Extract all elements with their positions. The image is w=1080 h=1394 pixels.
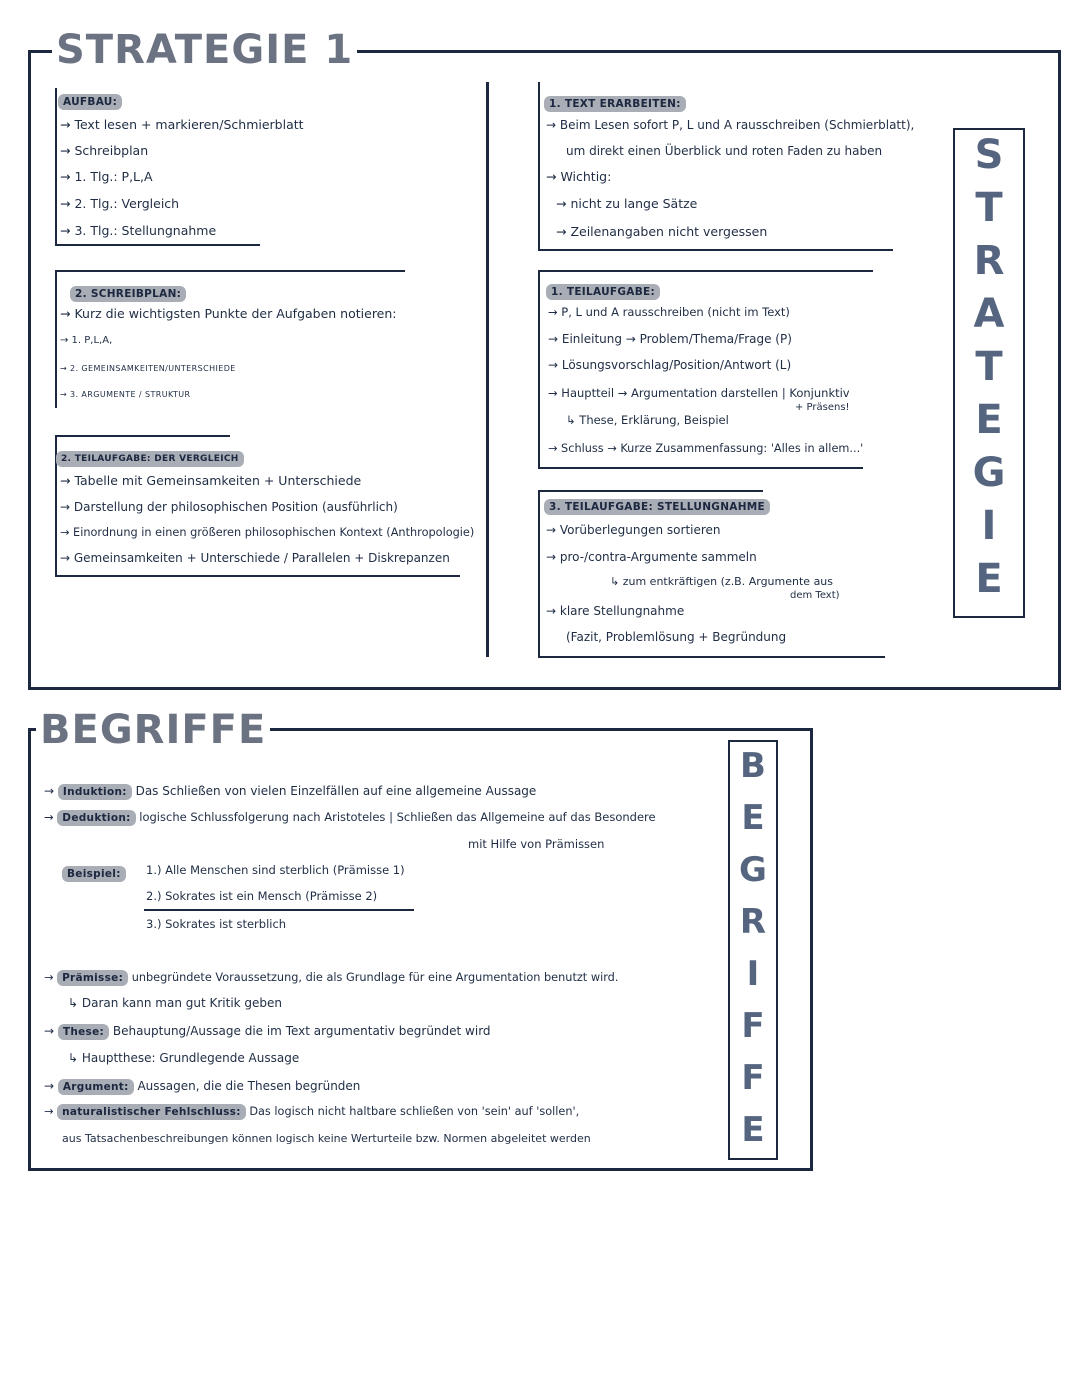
- argument-term: Argument:: [58, 1079, 134, 1095]
- aufbau-line: → 3. Tlg.: Stellungnahme: [60, 223, 217, 238]
- strategie-column-divider: [486, 82, 489, 657]
- beispiel-line: 1.) Alle Menschen sind sterblich (Prämisse 1): [146, 863, 405, 877]
- teil3-line: ↳ zum entkräftigen (z.B. Argumente aus: [610, 575, 834, 588]
- text-erarbeiten-line: → Wichtig:: [546, 169, 612, 184]
- text-erarbeiten-line: um direkt einen Überblick und roten Faden zu haben: [566, 144, 883, 158]
- beispiel-line: 3.) Sokrates ist sterblich: [146, 917, 287, 931]
- fehlschluss-text: Das logisch nicht haltbare schließen von 'sein' auf 'sollen',: [249, 1105, 580, 1118]
- praemisse-term: Prämisse:: [57, 970, 128, 986]
- text-erarbeiten-line: → Zeilenangaben nicht vergessen: [556, 224, 768, 239]
- vertical-letter: T: [975, 344, 1003, 390]
- teil1-bracket-left: [538, 270, 540, 468]
- aufbau-line: → 1. Tlg.: P,L,A: [60, 169, 153, 184]
- teil2-line: → Gemeinsamkeiten + Unterschiede / Parallelen + Diskrepanzen: [60, 551, 450, 565]
- fehlschluss-term: naturalistischer Fehlschluss:: [57, 1104, 246, 1120]
- vertical-letter: E: [975, 556, 1003, 602]
- vertical-letter: R: [973, 238, 1005, 284]
- beispiel-term: Beispiel:: [62, 866, 126, 882]
- vertical-letter: T: [975, 185, 1003, 231]
- teil3-underline: [538, 656, 885, 658]
- text-erarbeiten-line: → Beim Lesen sofort P, L und A rausschreiben (Schmierblatt),: [546, 118, 915, 132]
- teil1-line: → P, L und A rausschreiben (nicht im Text): [548, 305, 790, 319]
- teil3-overline: [538, 490, 763, 492]
- deduktion-text-2: mit Hilfe von Prämissen: [468, 837, 605, 851]
- vertical-letter: E: [741, 798, 765, 838]
- vertical-letter: I: [746, 954, 760, 994]
- teil1-line: → Einleitung → Problem/Thema/Frage (P): [548, 332, 792, 346]
- begriffe-title: BEGRIFFE: [36, 710, 270, 750]
- teil3-line: → Vorüberlegungen sortieren: [546, 523, 721, 537]
- teil1-line: → Lösungsvorschlag/Position/Antwort (L): [548, 358, 792, 372]
- teil1-heading: 1. TEILAUFGABE:: [546, 284, 660, 300]
- vertical-letter: F: [741, 1006, 765, 1046]
- aufbau-bracket-left: [55, 88, 57, 244]
- fehlschluss-text-2: aus Tatsachenbeschreibungen können logisch keine Werturteile bzw. Normen abgeleitet werden: [62, 1132, 591, 1145]
- these-sub: ↳ Hauptthese: Grundlegende Aussage: [68, 1051, 300, 1065]
- beispiel-conclusion-rule: [144, 909, 414, 911]
- these-term: These:: [58, 1024, 109, 1040]
- vertical-letter: G: [739, 850, 767, 890]
- teil2-heading: 2. TEILAUFGABE: DER VERGLEICH: [56, 451, 244, 467]
- schreibplan-line: → Kurz die wichtigsten Punkte der Aufgaben notieren:: [60, 306, 397, 321]
- these-text: Behauptung/Aussage die im Text argumentativ begründet wird: [112, 1024, 491, 1038]
- aufbau-line: → Text lesen + markieren/Schmierblatt: [60, 117, 304, 132]
- teil3-bracket-left: [538, 490, 540, 658]
- schreibplan-overline: [55, 270, 405, 272]
- schreibplan-bracket-left: [55, 270, 57, 408]
- vertical-letter: G: [972, 450, 1006, 496]
- teil1-line: ↳ These, Erklärung, Beispiel: [566, 413, 729, 427]
- vertical-letter: A: [973, 291, 1005, 337]
- teil3-heading: 3. TEILAUFGABE: STELLUNGNAHME: [544, 499, 770, 515]
- deduktion-text: logische Schlussfolgerung nach Aristoteles | Schließen das Allgemeine auf das Besondere: [139, 810, 656, 824]
- schreibplan-line: → 3. ARGUMENTE / STRUKTUR: [60, 390, 191, 399]
- schreibplan-heading: 2. SCHREIBPLAN:: [70, 286, 186, 302]
- these-definition: → These: Behauptung/Aussage die im Text argumentativ begründet wird: [44, 1024, 491, 1038]
- aufbau-line: → 2. Tlg.: Vergleich: [60, 196, 180, 211]
- strategie-title: STRATEGIE 1: [52, 30, 357, 70]
- teil2-line: → Darstellung der philosophischen Position (ausführlich): [60, 500, 398, 514]
- teil1-line: → Hauptteil → Argumentation darstellen | Konjunktiv: [548, 386, 850, 400]
- teil2-overline: [55, 435, 230, 437]
- argument-text: Aussagen, die die Thesen begründen: [137, 1079, 361, 1093]
- teil3-line: → klare Stellungnahme: [546, 604, 685, 618]
- beispiel-line: 2.) Sokrates ist ein Mensch (Prämisse 2): [146, 889, 378, 903]
- induktion-text: Das Schließen von vielen Einzelfällen auf eine allgemeine Aussage: [135, 784, 537, 798]
- teil3-line: (Fazit, Problemlösung + Begründung: [566, 630, 787, 644]
- teil1-underline: [538, 467, 863, 469]
- vertical-letter: F: [741, 1058, 765, 1098]
- aufbau-underline: [55, 244, 260, 246]
- vertical-letter: S: [974, 132, 1004, 178]
- argument-definition: → Argument: Aussagen, die die Thesen begründen: [44, 1079, 361, 1093]
- vertical-letter: I: [981, 503, 997, 549]
- teil1-line: → Schluss → Kurze Zusammenfassung: 'Alles in allem...': [548, 442, 864, 455]
- strategie-vertical-label: [953, 128, 1025, 618]
- deduktion-definition: → Deduktion: logische Schlussfolgerung nach Aristoteles | Schließen das Allgemeine auf das Besondere: [44, 810, 656, 824]
- text-erarbeiten-bracket-left: [538, 82, 540, 250]
- praemisse-sub: ↳ Daran kann man gut Kritik geben: [68, 996, 283, 1010]
- text-erarbeiten-line: → nicht zu lange Sätze: [556, 196, 698, 211]
- vertical-letter: E: [975, 397, 1003, 443]
- text-erarbeiten-underline: [538, 249, 893, 251]
- schreibplan-line: → 2. GEMEINSAMKEITEN/UNTERSCHIEDE: [60, 364, 236, 373]
- deduktion-term: Deduktion:: [57, 810, 135, 826]
- teil2-line: → Tabelle mit Gemeinsamkeiten + Unterschiede: [60, 473, 362, 488]
- teil1-line: + Präsens!: [795, 402, 850, 413]
- teil2-underline: [55, 575, 460, 577]
- teil2-line: → Einordnung in einen größeren philosophischen Kontext (Anthropologie): [60, 526, 475, 539]
- aufbau-heading: AUFBAU:: [58, 94, 122, 110]
- induktion-definition: → Induktion: Das Schließen von vielen Einzelfällen auf eine allgemeine Aussage: [44, 784, 537, 798]
- praemisse-definition: → Prämisse: unbegründete Voraussetzung, die als Grundlage für eine Argumentation benutzt wird.: [44, 971, 619, 984]
- teil1-overline: [538, 270, 873, 272]
- vertical-letter: R: [739, 902, 767, 942]
- teil3-line: → pro-/contra-Argumente sammeln: [546, 550, 757, 564]
- vertical-letter: B: [740, 746, 766, 786]
- aufbau-line: → Schreibplan: [60, 143, 149, 158]
- schreibplan-line: → 1. P,L,A,: [60, 335, 113, 346]
- fehlschluss-definition: → naturalistischer Fehlschluss: Das logisch nicht haltbare schließen von 'sein' auf 'sollen',: [44, 1105, 580, 1118]
- begriffe-vertical-label: [728, 740, 778, 1160]
- vertical-letter: E: [741, 1110, 765, 1150]
- induktion-term: Induktion:: [58, 784, 132, 800]
- teil3-line: dem Text): [790, 590, 840, 601]
- praemisse-text: unbegründete Voraussetzung, die als Grundlage für eine Argumentation benutzt wird.: [131, 971, 619, 984]
- text-erarbeiten-heading: 1. TEXT ERARBEITEN:: [544, 96, 686, 112]
